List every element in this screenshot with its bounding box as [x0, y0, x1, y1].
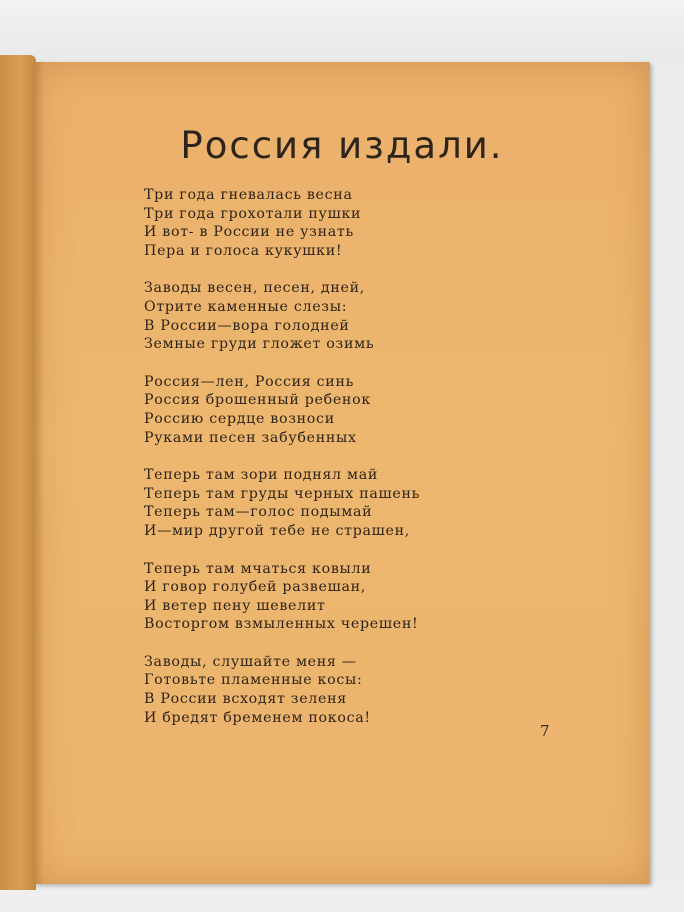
- poem-line: Россию сердце возноси: [144, 410, 335, 427]
- stanza: [144, 466, 564, 540]
- page-number: 7: [540, 722, 550, 740]
- poem-line: Теперь там зори поднял май: [144, 467, 379, 484]
- background-bottom: [0, 880, 684, 912]
- poem-line: Заводы, слушайте меня —: [144, 653, 357, 670]
- page-fold-shadow: [34, 62, 44, 884]
- poem-line: И бредят бременем покоса!: [144, 709, 371, 726]
- background-top: [0, 0, 684, 62]
- cover-edge: [0, 55, 36, 890]
- stanza: [144, 373, 564, 447]
- poem-line: Россия—лен, Россия синь: [144, 373, 355, 390]
- poem-line: Заводы весен, песен, дней,: [144, 280, 365, 297]
- poem-line: Руками песен забубенных: [144, 429, 357, 446]
- poem-title: Россия издали.: [180, 124, 504, 167]
- stanza: [144, 186, 564, 260]
- poem-line: И вот- в России не узнать: [144, 224, 354, 241]
- poem-line: Теперь там—голос подымай: [144, 504, 373, 521]
- poem-line: Восторгом взмыленных черешен!: [144, 616, 419, 633]
- poem-line: Три года гневалась весна: [144, 187, 353, 203]
- poem-line: Пера и голоса кукушки!: [144, 242, 343, 259]
- poem-line: Россия брошенный ребенок: [144, 392, 371, 409]
- poem-body: [144, 186, 564, 746]
- stanza: [144, 279, 564, 353]
- poem-line: В России—вора голодней: [144, 317, 350, 334]
- poem-line: И говор голубей развешан,: [144, 579, 366, 596]
- poem-line: Готовьте пламенные косы:: [144, 672, 363, 689]
- poem-line: Три года грохотали пушки: [144, 205, 362, 222]
- poem-line: Теперь там груды черных пашень: [144, 485, 421, 502]
- poem-line: Теперь там мчаться ковыли: [144, 560, 372, 577]
- poem-line: Земные груди гложет озимь: [144, 336, 375, 353]
- poem-line: В России всходят зеленя: [144, 691, 347, 708]
- stanza: [144, 653, 564, 727]
- poem-line: И ветер пену шевелит: [144, 597, 326, 614]
- poem-line: И—мир другой тебе не страшен,: [144, 522, 410, 539]
- stanza: [144, 560, 564, 634]
- poem-line: Отрите каменные слезы:: [144, 298, 348, 315]
